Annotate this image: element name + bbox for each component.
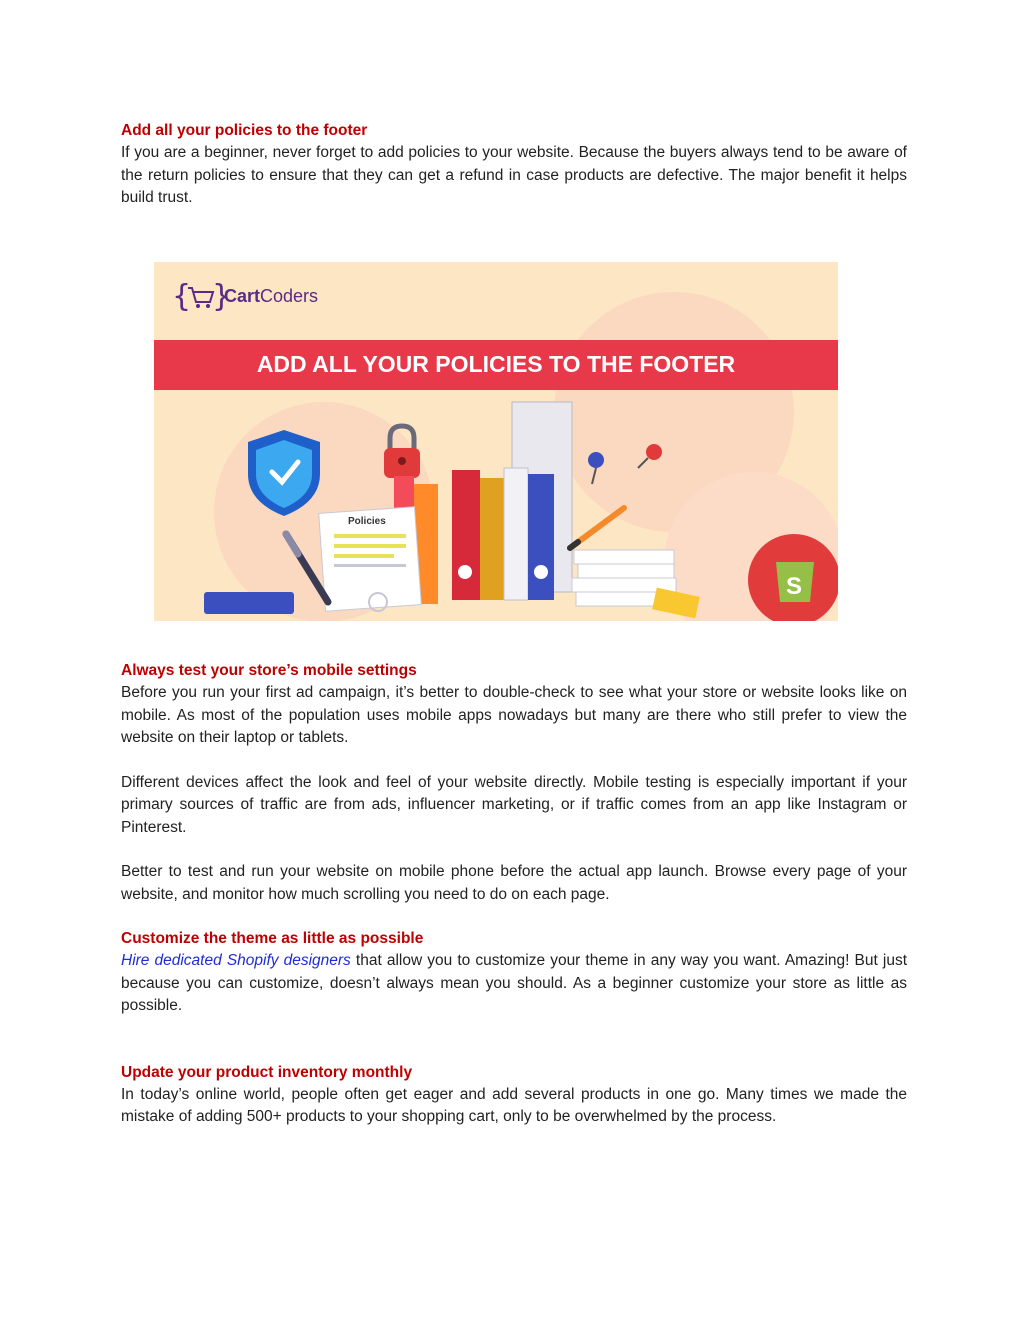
binders-illustration xyxy=(394,402,572,604)
policies-document xyxy=(319,507,422,611)
cart-icon xyxy=(188,288,213,308)
document-page-continued xyxy=(121,660,907,1129)
para-policies: If you are a beginner, never forget to add policies to your website. Because the buyers always tend to be aware of the return policies to ensure that they can get a refund in case products are defective. The major benefit it helps build trust. xyxy=(121,144,907,206)
svg-text:{: { xyxy=(172,279,192,314)
heading-policies: Add all your policies to the footer xyxy=(121,122,368,139)
policies-banner-image xyxy=(154,262,838,621)
svg-text:}: } xyxy=(212,279,232,314)
para-theme xyxy=(121,950,907,1018)
para-mobile-1: Before you run your first ad campaign, it’s better to double-check to see what your store or website looks like on mobile. As most of the population uses mobile apps nowadays but many are there who still prefer to view the website on their laptop or tablets. xyxy=(121,684,907,746)
pencil-icon xyxy=(570,508,624,548)
document-page xyxy=(121,120,907,210)
shopify-designers-link[interactable]: Hire dedicated Shopify designers xyxy=(121,952,351,969)
shopify-logo-icon: S xyxy=(785,573,803,600)
document-label: Policies xyxy=(348,516,386,527)
banner-title: ADD ALL YOUR POLICIES TO THE FOOTER xyxy=(256,351,736,377)
heading-theme: Customize the theme as little as possible xyxy=(121,930,424,947)
logo-text: CartCoders xyxy=(224,286,319,306)
para-inventory: In today’s online world, people often get eager and add several products in one go. Many times we made the mistake of adding 500+ products to your shopping cart, only to be overwhelmed by the process. xyxy=(121,1085,907,1125)
padlock-icon xyxy=(384,426,420,478)
para-mobile-3: Better to test and run your website on mobile phone before the actual app launch. Browse every page of your website, and monitor how much scrolling you need to do on each page. xyxy=(121,863,907,903)
para-theme-text: that allow you to customize your theme in any way you want. Amazing! But just because you can customize, doesn’t always mean you should. As a beginner customize your store as little as possible. xyxy=(121,952,907,1014)
heading-mobile: Always test your store’s mobile settings xyxy=(121,662,417,679)
para-mobile-2: Different devices affect the look and feel of your website directly. Mobile testing is especially important if your primary sources of traffic are from ads, influencer marketing, or if traffic comes from an app like Instagram or Pinterest. xyxy=(121,773,907,836)
book-icon xyxy=(204,592,294,614)
cartcoders-logo xyxy=(172,279,318,314)
heading-inventory: Update your product inventory monthly xyxy=(121,1063,413,1081)
